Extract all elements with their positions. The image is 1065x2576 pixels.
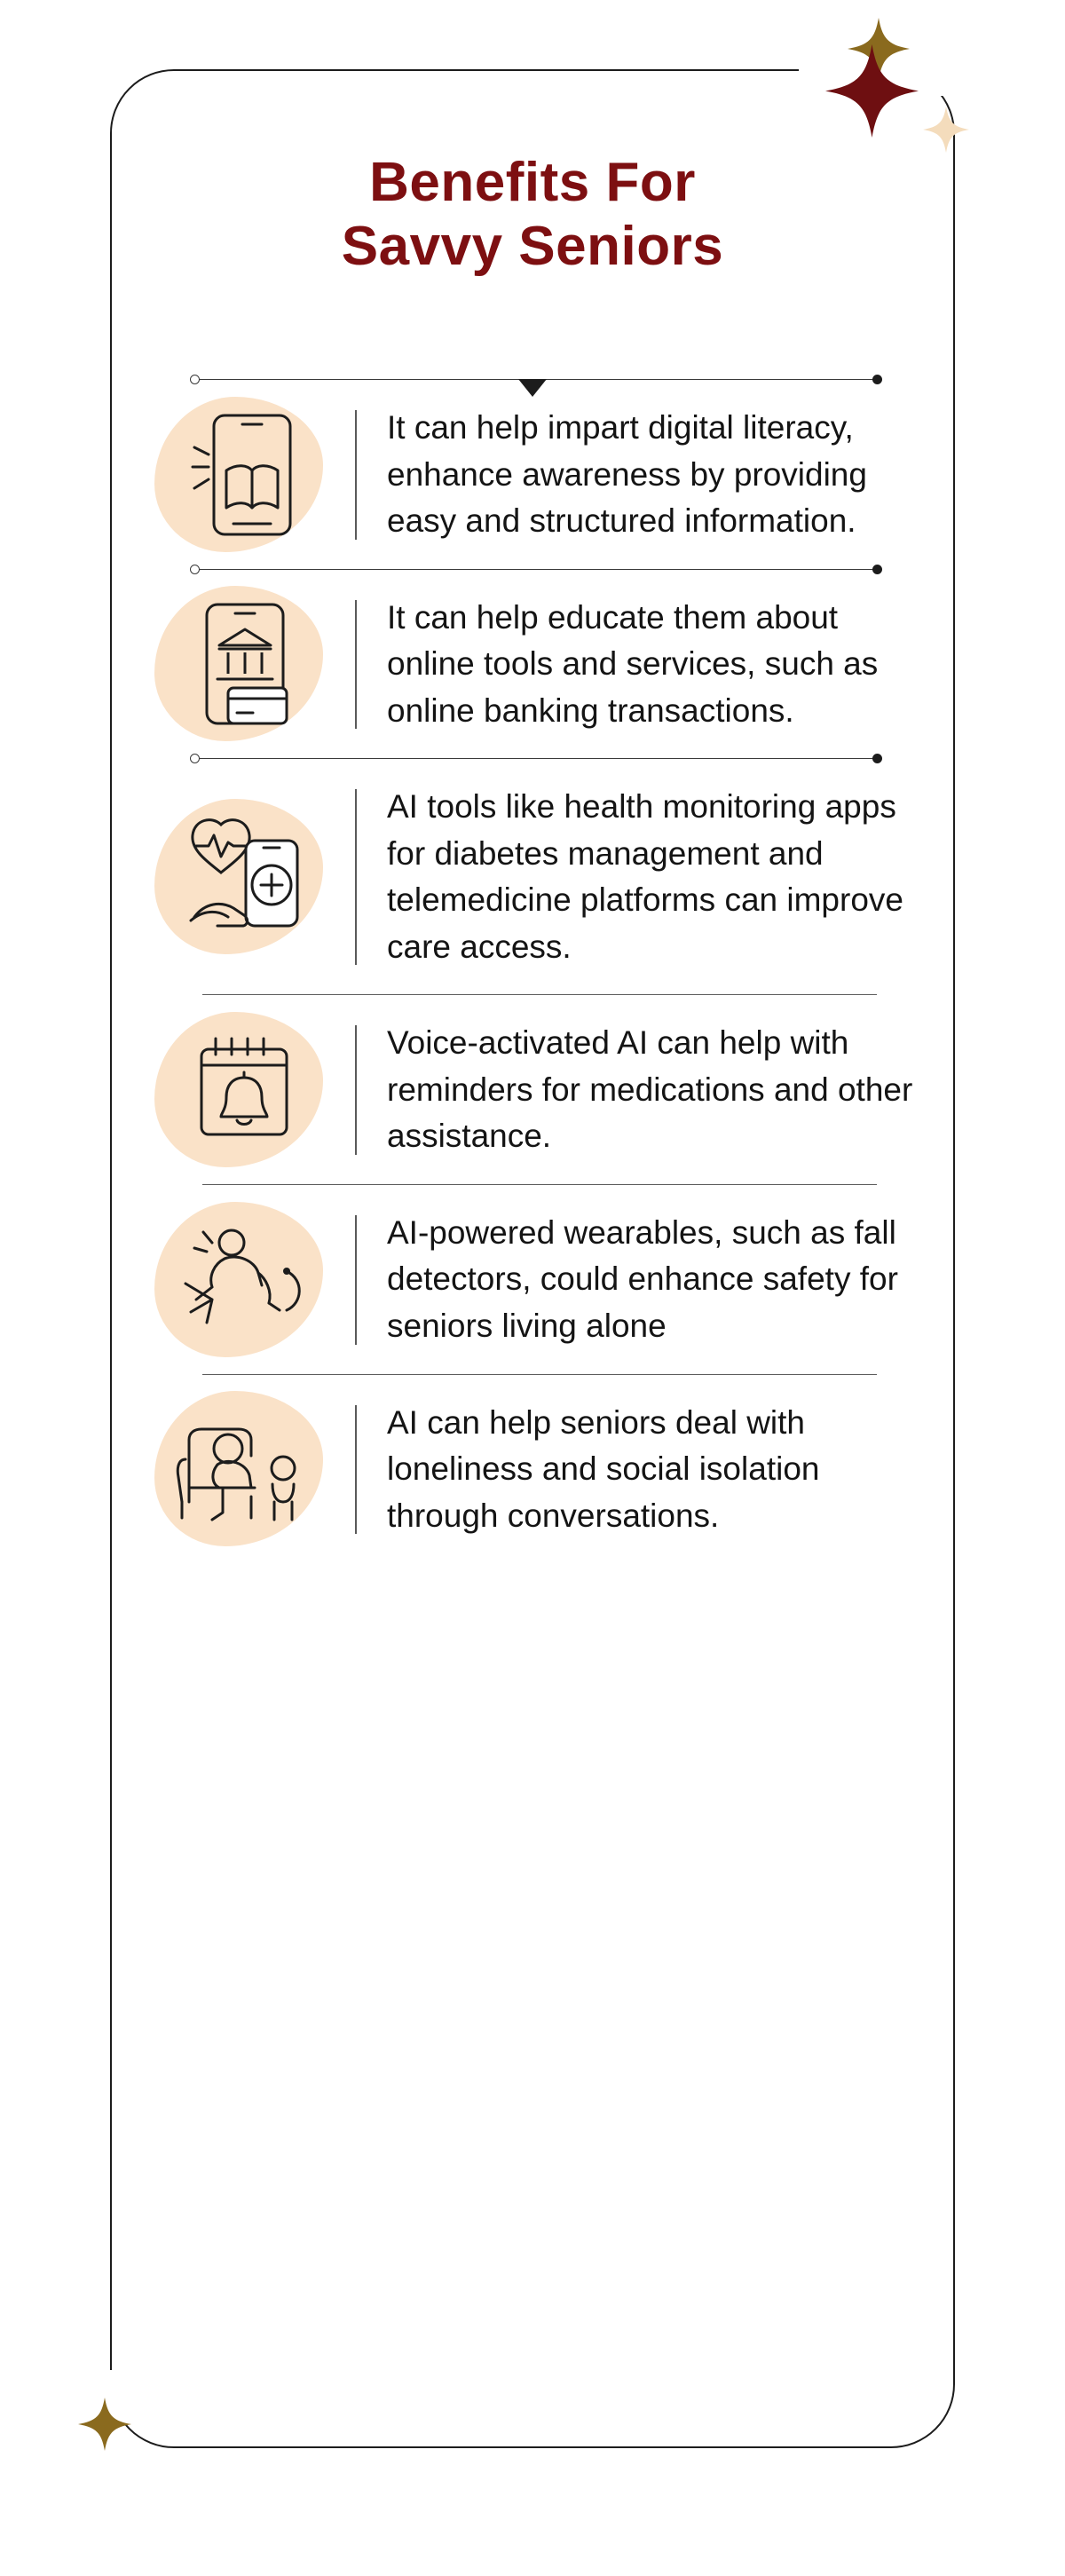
page-title-line-1: Benefits For [369, 152, 696, 213]
divider-dotted [133, 554, 932, 586]
divider-rule [202, 994, 877, 995]
divider-plain [133, 1169, 932, 1201]
heartbeat-medical-phone-icon [182, 810, 306, 944]
divider-rule [195, 569, 877, 570]
list-item [133, 396, 932, 554]
divider-plain [133, 1359, 932, 1391]
person-falling-icon [173, 1218, 315, 1342]
divider-rule [195, 758, 877, 759]
list-item [133, 1011, 932, 1169]
item-text: AI-powered wearables, such as fall detectors, could enhance safety for seniors living alone [387, 1213, 898, 1344]
phone-open-book-icon [187, 408, 301, 541]
sparkle-dark-icon [825, 40, 919, 146]
divider-dot-filled [872, 754, 882, 763]
item-icon-cell [133, 1210, 355, 1350]
benefits-list [133, 364, 932, 1548]
divider-dot-open [190, 375, 200, 384]
list-item [133, 1391, 932, 1549]
list-item [133, 586, 932, 744]
page-title [160, 151, 905, 279]
sparkle-bottom-icon [78, 2397, 131, 2456]
senior-in-armchair-icon [173, 1403, 315, 1536]
item-text: AI tools like health monitoring apps for diabetes management and telemedicine platforms can improve care access. [387, 788, 903, 965]
sparkle-light-icon [923, 107, 969, 157]
alarm-bell-clock-icon [182, 1028, 306, 1152]
item-icon-cell [133, 784, 355, 970]
divider-plain [133, 979, 932, 1011]
divider-dot-open [190, 754, 200, 763]
item-text: It can help educate them about online tools and services, such as online banking transactions. [387, 598, 879, 729]
item-icon-cell [133, 405, 355, 545]
page-title-line-2: Savvy Seniors [341, 215, 724, 277]
item-icon-cell [133, 1400, 355, 1540]
item-text: Voice-activated AI can help with reminders for medications and other assistance. [387, 1024, 913, 1155]
divider-dot-filled [872, 375, 882, 384]
divider-rule [202, 1184, 877, 1185]
divider-dot-filled [872, 565, 882, 574]
item-icon-cell [133, 595, 355, 735]
list-item [133, 1201, 932, 1359]
list-item [133, 775, 932, 979]
divider-with-caret [133, 364, 932, 396]
divider-dotted [133, 743, 932, 775]
item-icon-cell [133, 1020, 355, 1160]
item-text: AI can help seniors deal with loneliness and social isolation through conversations. [387, 1403, 820, 1534]
item-text: It can help impart digital literacy, enhance awareness by providing easy and structured information. [387, 409, 867, 540]
divider-rule [202, 1374, 877, 1375]
divider-dot-open [190, 565, 200, 574]
phone-bank-card-icon [187, 597, 301, 731]
caret-down-icon [518, 379, 547, 397]
